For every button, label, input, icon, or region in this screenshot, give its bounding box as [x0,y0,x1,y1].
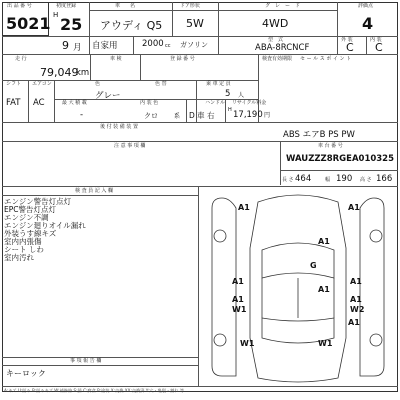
damage-mark: A1 [348,318,360,327]
capacity-unit: 人 [238,92,245,99]
divider [2,36,398,37]
divider [90,54,91,80]
exterior-label: 外 装 [341,37,353,43]
load-label: 最 大 積 載 [62,100,87,106]
length-label: 長 さ [282,177,294,183]
divider [54,80,55,122]
remarks-text: キーロック [6,369,46,378]
equipment-value: ABS エアB PS PW [283,130,355,140]
divider [280,141,281,185]
divider [89,10,337,11]
divider [2,386,398,387]
usage-value: 自家用 [92,41,118,51]
damage-mark: A1 [350,277,362,286]
sales-point-label: セ ー ル ス ポ イ ン ト [300,56,352,62]
divider [186,99,187,122]
divider [2,195,198,196]
divider [218,36,219,54]
color-no-label: 色 替 [155,81,167,87]
divider [2,54,398,55]
ac-label: エアコン [32,81,52,87]
divider [2,141,398,142]
interior-color-unit: 系 [174,113,181,120]
interior-color-label: 内 装 色 [140,100,159,106]
damage-mark: W1 [318,339,333,348]
inspection-label: 車 検 [110,56,122,62]
inspection-line: シート しわ [4,245,44,254]
color-label: 色 [95,81,101,87]
interior-color-value: クロ [144,112,158,120]
door-value: 5W [186,17,204,30]
damage-mark: A1 [348,203,360,212]
month-unit: 月 [73,43,82,53]
car-damage-diagram [200,188,396,386]
divider [225,99,226,122]
shift-label: シフト [6,81,22,87]
year-value: 25 [60,15,83,34]
divider [280,170,398,171]
width-value: 190 [336,174,353,184]
damage-mark: A1 [350,295,362,304]
recycle-value: 17,190 [233,110,263,120]
inspection-notes [4,198,86,262]
frame-label: 車 台 番 号 [318,143,343,149]
capacity-label: 乗 車 定 員 [206,81,231,87]
damage-mark: W1 [232,305,247,314]
score-label: 評価点 [358,3,374,9]
damage-mark: A1 [318,285,330,294]
frame-number: WAUZZZ8RGEA010325 [286,154,395,164]
length-value: 464 [295,174,312,184]
divider [28,80,29,122]
shift-value: FAT [6,98,21,108]
recycle-label: リサイクル料金 [232,100,267,106]
footer-legend: A:キズ U:凹み B:凹みキズ W:補修跡 S:錆 C:腐食 P:塗装 X:交換 XX:交換済 Y:穴・亀裂・割れ 等 [4,388,185,393]
month-value: 9 [62,39,69,52]
divider [218,2,219,36]
mileage-value: 79,049 [40,66,79,79]
divider [2,186,398,187]
divider [133,36,134,54]
inspection-line: 室内汚れ [4,253,34,262]
model-label: 型 式 [268,37,284,43]
displacement-value: 2000 [142,39,164,49]
inspection-line: 室内内張傷 [4,237,42,246]
divider [2,122,398,123]
handle-label: ハンドル [205,100,226,106]
divider [140,54,141,80]
registration-label: 登 録 番 号 [170,56,195,62]
model-value: ABA-8RCNCF [255,43,310,53]
load-value: - [80,110,84,120]
inspection-line: EPC警告灯点灯 [4,205,56,214]
inspection-line: 外装うす線キズ [4,229,57,238]
damage-mark: A1 [318,237,330,246]
handle-value: D 車 右 [189,111,215,120]
damage-mark: G [310,261,317,270]
recycle-unit: 円 [264,112,271,119]
damage-mark: A1 [232,295,244,304]
era-sup: H [53,11,59,19]
grade-value: 4WD [262,17,289,30]
width-label: 幅 [325,177,331,183]
lot-label: 出 品 番 号 [7,3,32,9]
door-label: ドア形状 [180,3,200,9]
divider [2,365,198,366]
damage-mark: W1 [240,339,255,348]
color-value: グレー [95,91,121,101]
grade-label: グ レ ー ド [265,3,301,9]
inspection-line: エンジン警告灯点灯 [4,197,72,206]
divider [198,186,199,386]
car-name: アウディ Q5 [100,19,163,32]
era-label: 初度登録 [56,3,77,9]
ac-value: AC [33,98,45,108]
inspection-title: 検 査 員 記 入 欄 [75,188,113,194]
inspection-line: エンジン不調 [4,213,49,222]
damage-mark: W2 [350,305,365,314]
recycle-sup: H [228,107,232,113]
inspection-check-label: 検査有効期限 [262,56,293,62]
divider [172,2,173,36]
inspection-line: エンジン廻りオイル漏れ [4,221,86,230]
divider [366,36,367,54]
divider [337,2,338,54]
interior-label: 内 装 [370,37,382,43]
notice-label: 注 意 事 項 欄 [114,143,146,149]
aftermarket-label: 後 付 装 備 装 置 [100,124,138,130]
height-value: 166 [376,174,393,184]
lot-number: 5021 [6,14,51,33]
height-label: 高 さ [360,177,372,183]
mileage-unit: km [76,68,90,78]
damage-mark: A1 [232,277,244,286]
score-value: 4 [362,14,374,33]
exterior-value: C [346,41,354,54]
car-name-label: 車 名 [115,3,136,9]
damage-mark: A1 [238,203,250,212]
fuel-value: ガソリン [180,41,208,49]
interior-value: C [375,41,383,54]
mileage-label: 走 行 [15,56,27,62]
remarks-title: 事 項 報 告 欄 [70,358,102,364]
cc-unit: cc [165,43,171,49]
capacity-value: 5 [225,89,231,99]
